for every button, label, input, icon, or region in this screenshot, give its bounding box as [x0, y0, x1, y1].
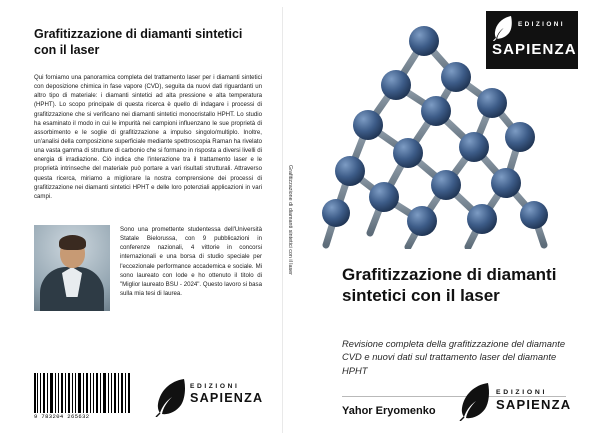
- barcode: [34, 373, 130, 423]
- front-cover-title: Grafitizzazione di diamanti sintetici con il laser: [342, 265, 557, 305]
- publisher-line2: SAPIENZA: [190, 391, 264, 405]
- back-cover-blurb: Qui forniamo una panoramica completa del trattamento laser per i diamanti sintetici con deposizione chimica in fase vapore (CVD), seguita da nuovi dati riguardanti un altro tipo di materiale: i diamanti sintetici ad alta pressione e alta temperatura (HPHT). Lo scopo principale di questa ricerca è quello di indagare i processi di grafitizzazione che si verificano nei diamanti sintetici monocristallo HPHT. Lo studio ha esaminato il modo in cui le impurità nei campioni influenzano le sue proprietà di assorbimento e le soglie di grafitizzazione a impulso singolo/multiplo. Inoltre, un'analisi della composizione superficiale mediante spettroscopia Raman ha rivelato una vasta gamma di strutture di carbonio che si formano in risposta a diversi livelli di energia di irradiazione. Ciò indica che l'interazione tra il trattamento laser e le proprietà intrinseche del materiale può portare a vari risultati strutturali. Attraverso questa ricerca, miriamo a migliorare la nostra comprensione dei processi di grafitizzazione nei diamanti sintetici HPHT e delle loro potenziali applicazioni in vari campi.: [34, 74, 262, 200]
- publisher-line2: SAPIENZA: [496, 397, 572, 412]
- author-bio: Sono una promettente studentessa dell'Università Statale Bielorussa, con 9 pubblicazioni in conferenze nazionali, 4 vittorie in concorsi internazionali e una borsa di studio speciale per l'eccezionale performance accademica e sociale. Mi sono laureato con lode e ho ottenuto il titolo di "Miglior laureato BSU - 2024". Questo lavoro si basa sulla mia tesi di laurea.: [120, 226, 262, 297]
- feather-quill-icon: [154, 377, 188, 417]
- feather-quill-icon: [458, 381, 492, 421]
- front-cover-author: Yahor Eryomenko: [342, 405, 436, 417]
- front-cover-subtitle: Revisione completa della grafitizzazione del diamante CVD e nuovi dati sul trattamento laser del diamante HPHT: [342, 338, 566, 376]
- author-photo: [34, 225, 110, 311]
- publisher-logo-back: [154, 377, 266, 419]
- publisher-name-back: [190, 383, 266, 405]
- back-cover-title: Grafitizzazione di diamanti sintetici con il laser: [34, 27, 243, 57]
- photo-hair: [59, 235, 86, 250]
- back-cover-panel: [14, 7, 282, 433]
- badge-line1: EDIZIONI: [518, 21, 565, 28]
- feather-quill-icon: [492, 15, 514, 41]
- front-cover-panel: [296, 7, 586, 433]
- author-block: [34, 225, 262, 311]
- badge-line2: SAPIENZA: [492, 41, 577, 58]
- publisher-badge: [486, 11, 578, 69]
- publisher-line1: EDIZIONI: [496, 389, 548, 396]
- barcode-number: 9 783204 265632: [34, 413, 90, 420]
- publisher-logo-front: [458, 381, 576, 425]
- spine-title: Grafitizzazione di diamanti sintetici con il laser: [287, 165, 293, 275]
- barcode-bars: [34, 373, 130, 413]
- publisher-name-front: [496, 389, 576, 412]
- cover-illustration: [296, 7, 586, 249]
- publisher-line1: EDIZIONI: [190, 383, 240, 390]
